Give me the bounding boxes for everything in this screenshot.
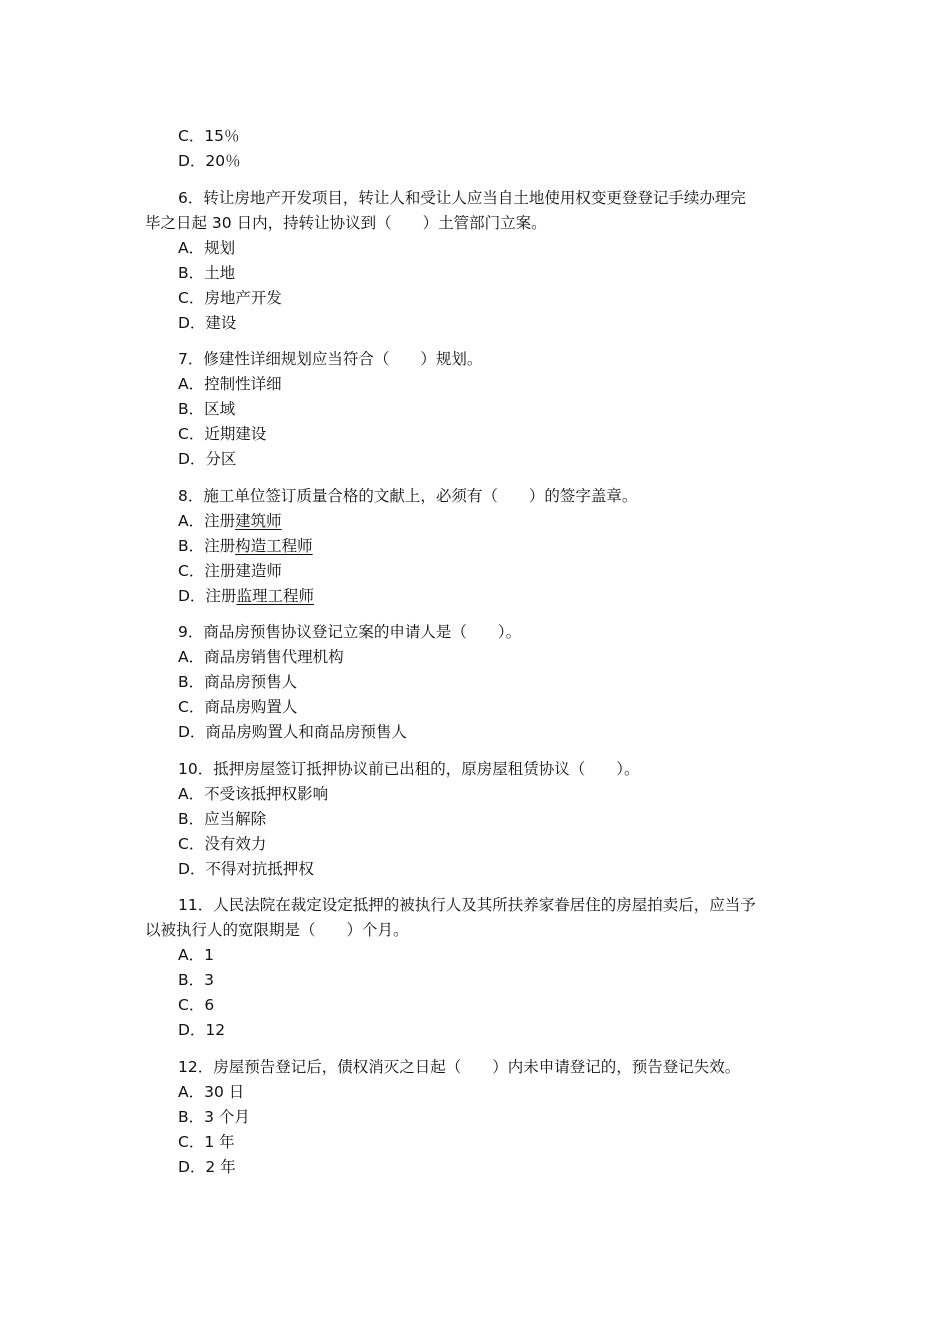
option-d: D．分区 [178, 450, 237, 468]
option-d: D．20％ [178, 152, 241, 170]
option-a: A．规划 [178, 239, 236, 257]
question-9-text: 9．商品房预售协议登记立案的申请人是（ ）。 [178, 623, 522, 641]
option-b: B．商品房预售人 [178, 673, 298, 691]
question-11-text: 11．人民法院在裁定设定抵押的被执行人及其所扶养家眷居住的房屋拍卖后，应当予 [178, 896, 756, 914]
question-8-text: 8．施工单位签订质量合格的文献上，必须有（ ）的签字盖章。 [178, 487, 638, 505]
option-link-structural-engineer[interactable]: 构造工程师 [235, 537, 313, 555]
option-link-supervision-engineer[interactable]: 监理工程师 [236, 587, 314, 605]
option-d: D．2 年 [178, 1158, 236, 1176]
option-c: C．注册建造师 [178, 562, 282, 580]
option-b: B．区域 [178, 400, 236, 418]
option-c: C．近期建设 [178, 425, 267, 443]
option-d: D．建设 [178, 314, 237, 332]
option-c: C．房地产开发 [178, 289, 282, 307]
option-b [178, 536, 313, 558]
option-c: C．1 年 [178, 1133, 235, 1151]
option-c: C．6 [178, 996, 215, 1014]
option-c: C．商品房购置人 [178, 698, 298, 716]
option-b: B．3 [178, 971, 214, 989]
question-7-text: 7．修建性详细规划应当符合（ ）规划。 [178, 350, 483, 368]
option-a: A．1 [178, 946, 214, 964]
option-a: A．30 日 [178, 1083, 245, 1101]
option-b: B．3 个月 [178, 1108, 250, 1126]
option-a: A．商品房销售代理机构 [178, 648, 344, 666]
option-d: D．不得对抗抵押权 [178, 860, 314, 878]
question-12-text: 12．房屋预告登记后，债权消灭之日起（ ）内未申请登记的，预告登记失效。 [178, 1058, 741, 1076]
option-link-architect[interactable]: 建筑师 [235, 512, 282, 530]
option-a: A．控制性详细 [178, 375, 282, 393]
question-6-text: 6．转让房地产开发项目，转让人和受让人应当自土地使用权变更登登记手续办理完 [178, 189, 746, 207]
option-b: B．土地 [178, 264, 236, 282]
question-11-text-continued: 以被执行人的宽限期是（ ）个月。 [145, 921, 409, 939]
option-b: B．应当解除 [178, 810, 267, 828]
option-prefix: B．注册 [178, 537, 236, 555]
option-d [178, 586, 314, 608]
option-a [178, 511, 282, 533]
option-d: D．商品房购置人和商品房预售人 [178, 723, 407, 741]
option-c: C．没有效力 [178, 835, 267, 853]
option-d: D．12 [178, 1021, 226, 1039]
option-a: A．不受该抵押权影响 [178, 785, 329, 803]
option-c: C．15％ [178, 127, 240, 145]
question-6-text-continued: 毕之日起 30 日内，持转让协议到（ ）土管部门立案。 [145, 214, 547, 232]
option-prefix: A．注册 [178, 512, 236, 530]
question-10-text: 10．抵押房屋签订抵押协议前已出租的，原房屋租赁协议（ ）。 [178, 760, 640, 778]
option-prefix: D．注册 [178, 587, 237, 605]
